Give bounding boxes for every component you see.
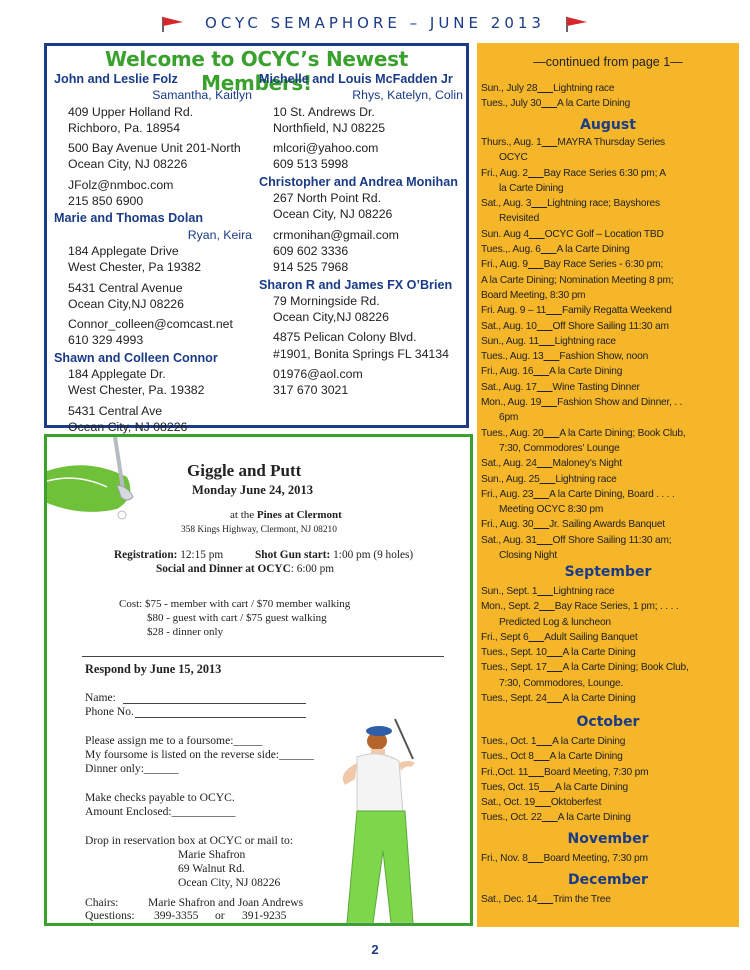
event-item — [481, 487, 737, 502]
event-list-july — [481, 81, 737, 112]
event-description: Lightning race; Bayshores — [547, 198, 660, 210]
flyer-title: Giggle and Putt — [187, 461, 302, 480]
member-children: Rhys, Katelyn, Colin — [352, 88, 463, 103]
member-contact-line: 610 329 4993 — [68, 333, 144, 348]
leader-dots — [537, 83, 553, 94]
flyer-cost-line: Cost: $75 - member with cart / $70 member walking — [119, 598, 351, 610]
member-contact-line: Connor_colleen@comcast.net — [68, 317, 233, 332]
event-description: OCYC Golf – Location TBD — [544, 228, 664, 240]
event-date: Sat., Dec. 14 — [481, 894, 538, 905]
event-description: Bay Race Series, 1 pm; . . . . — [554, 601, 679, 613]
member-contact-line: #1901, Bonita Springs FL 34134 — [273, 346, 449, 361]
event-date: Fri.,Oct. 11 — [481, 766, 529, 778]
event-description: Lightning race — [553, 83, 615, 94]
leader-dots — [534, 751, 550, 762]
chairs-names: Marie Shafron and Joan Andrews — [148, 896, 304, 909]
event-date: Fri., Aug. 23 — [481, 488, 534, 500]
leader-dots — [528, 168, 544, 179]
member-contact-line: 914 525 7968 — [273, 260, 349, 275]
checks-payable: Make checks payable to OCYC. — [85, 791, 235, 804]
month-heading-august: August — [580, 117, 636, 133]
members-left-column — [54, 71, 252, 435]
foursome-listed: My foursome is listed on the reverse side:______ — [85, 748, 314, 761]
member-contact-line: West Chester, Pa 19382 — [68, 260, 202, 275]
leader-dots — [539, 782, 555, 793]
event-description-continued: A la Carte Dining; Nomination Meeting 8 pm; — [481, 274, 674, 286]
event-description: Off Shore Sailing 11:30 am — [552, 320, 669, 332]
member-contact-line: 184 Applegate Drive — [68, 243, 179, 258]
event-item — [481, 364, 737, 379]
member-contact-line: 79 Morningside Rd. — [273, 293, 380, 308]
member-contact-line: Ocean City,NJ 08226 — [68, 296, 184, 311]
leader-dots — [541, 244, 557, 255]
leader-dots — [546, 305, 562, 316]
event-description-continued: 7:30, Commodores’ Lounge — [499, 442, 620, 454]
leader-dots — [541, 397, 557, 408]
event-item — [481, 196, 737, 211]
leader-dots — [537, 321, 553, 332]
event-date: Fri., Aug. 30 — [481, 519, 534, 531]
event-description: A la Carte Dining; Book Club, — [562, 662, 689, 674]
event-item — [481, 599, 737, 614]
event-date: Fri., Aug. 9 — [481, 259, 528, 271]
event-item — [481, 795, 737, 810]
event-description: A la Carte Dining; Book Club, — [559, 427, 686, 439]
golf-ball-icon — [118, 511, 126, 519]
event-description-continued: Predicted Log & luncheon — [499, 616, 611, 628]
event-item — [481, 734, 737, 749]
golfer-illustration — [339, 719, 417, 923]
event-description: MAYRA Thursday Series — [557, 137, 665, 148]
member-contact-line: West Chester, Pa. 19382 — [68, 383, 205, 398]
member-contact-line: 5431 Central Avenue — [68, 280, 183, 295]
event-date: Tues., Sept. 24 — [481, 693, 547, 705]
flyer-date: Monday June 24, 2013 — [192, 483, 314, 497]
event-item — [481, 810, 737, 825]
event-item — [481, 334, 737, 349]
leader-dots — [537, 535, 553, 546]
event-description: A la Carte Dining — [549, 751, 623, 763]
event-date: Sat., Aug. 24 — [481, 458, 537, 470]
event-date: Sun. Aug 4 — [481, 228, 529, 240]
flyer-cost-line: $80 - guest with cart / $75 guest walking — [147, 612, 327, 624]
month-heading-december: December — [568, 872, 648, 888]
event-description: Board Meeting, 7:30 pm — [543, 853, 648, 864]
leader-dots — [537, 382, 553, 393]
leader-dots — [539, 601, 555, 612]
chairs-label: Chairs: — [85, 896, 119, 909]
event-description: Board Meeting, 7:30 pm — [544, 766, 649, 778]
leader-dots — [531, 198, 547, 209]
member-contact-line: 01976@aol.com — [273, 367, 363, 382]
event-date: Tues, Oct. 15 — [481, 781, 540, 793]
month-heading-september: September — [564, 564, 652, 580]
page-number: 2 — [371, 942, 379, 957]
mail-name: Marie Shafron — [178, 848, 246, 861]
event-list-september — [481, 584, 737, 706]
event-item — [481, 166, 737, 181]
month-heading-november: November — [567, 831, 649, 847]
member-contact-line: 609 602 3336 — [273, 243, 349, 258]
event-description-continued: Board Meeting, 8:30 pm — [481, 289, 586, 301]
event-item — [481, 749, 737, 764]
event-description: Lightning race — [555, 473, 617, 485]
event-description: Fashion Show and Dinner, . . — [557, 397, 683, 409]
event-item — [481, 349, 737, 364]
member-family-name: Sharon R and James FX O’Brien — [259, 277, 453, 292]
event-item — [481, 81, 737, 96]
event-date: Fri., Nov. 8 — [481, 853, 528, 864]
event-description: Family Regatta Weekend — [561, 305, 672, 317]
leader-dots — [542, 812, 558, 823]
leader-dots — [544, 351, 560, 362]
event-date: Sat., Aug. 10 — [481, 320, 537, 332]
member-children: Samantha, Kaitlyn — [152, 88, 252, 103]
member-family-name: Michelle and Louis McFadden Jr — [259, 72, 453, 86]
member-family-name: Shawn and Colleen Connor — [54, 350, 218, 365]
leader-dots — [528, 632, 544, 643]
event-description-continued: Revisited — [499, 213, 540, 225]
event-item — [481, 257, 737, 272]
event-date: Sat., Aug. 31 — [481, 534, 537, 546]
new-members-section — [44, 43, 469, 434]
questions-label: Questions: — [85, 909, 135, 922]
event-item — [481, 892, 737, 907]
flyer-social-dinner: Social and Dinner at OCYC: 6:00 pm — [156, 563, 335, 575]
page-header — [0, 8, 750, 38]
event-item — [481, 691, 737, 706]
member-contact-line: Ocean City, NJ 08226 — [68, 157, 188, 172]
event-date: Sat., Oct. 19 — [481, 797, 536, 809]
event-item — [481, 242, 737, 257]
leader-dots — [529, 229, 545, 240]
respond-by: Respond by June 15, 2013 — [85, 662, 222, 676]
member-family-name: Christopher and Andrea Monihan — [259, 174, 458, 189]
events-calendar-sidebar — [477, 43, 739, 927]
leader-dots — [547, 647, 563, 658]
leader-dots — [533, 519, 549, 530]
event-description: Off Shore Sailing 11:30 am; — [552, 534, 672, 546]
leader-dots — [533, 489, 549, 500]
giggle-and-putt-flyer — [44, 434, 473, 926]
event-item — [481, 303, 737, 318]
member-contact-line: 10 St. Andrews Dr. — [273, 104, 375, 119]
event-description: A la Carte Dining — [562, 693, 636, 705]
event-description-continued: Closing Night — [499, 550, 557, 562]
leader-dots — [537, 458, 553, 469]
event-description: Maloney’s Night — [552, 458, 622, 470]
assign-foursome: Please assign me to a foursome:_____ — [85, 734, 263, 747]
event-list-october — [481, 734, 737, 826]
leader-dots — [542, 137, 558, 148]
leader-dots — [540, 474, 556, 485]
event-description: Lightning race — [553, 586, 615, 597]
event-item — [481, 380, 737, 395]
event-description-continued: la Carte Dining — [499, 182, 564, 194]
event-item — [481, 630, 737, 645]
event-date: Tues., July 30 — [481, 98, 542, 110]
event-item — [481, 533, 737, 548]
event-description-continued: Meeting OCYC 8:30 pm — [499, 504, 604, 516]
flyer-cost-line: $28 - dinner only — [147, 626, 224, 638]
amount-enclosed: Amount Enclosed:___________ — [85, 805, 236, 818]
leader-dots — [537, 586, 553, 597]
drop-instructions: Drop in reservation box at OCYC or mail to: — [85, 834, 294, 847]
event-description: A la Carte Dining — [562, 647, 636, 659]
member-contact-line: 215 850 6900 — [68, 194, 144, 209]
event-date: Tues., Oct. 22 — [481, 812, 542, 824]
event-description: A la Carte Dining — [549, 366, 623, 378]
leader-dots — [547, 662, 563, 673]
event-item — [481, 851, 737, 866]
event-list-august — [481, 135, 737, 563]
event-item — [481, 645, 737, 660]
event-date: Tues., Sept. 17 — [481, 662, 547, 674]
leader-dots — [537, 894, 553, 905]
members-right-column — [259, 71, 463, 399]
leader-dots — [536, 736, 552, 747]
event-list-november — [481, 851, 737, 866]
phone-label: Phone No. — [85, 705, 134, 718]
event-description-continued: OCYC — [499, 152, 528, 164]
event-item — [481, 96, 737, 111]
event-item — [481, 765, 737, 780]
questions-phone-2: 391-9235 — [242, 909, 287, 922]
event-description: A la Carte Dining — [557, 812, 631, 824]
event-date: Mon., Sept. 2 — [481, 601, 539, 613]
member-contact-line: Ocean City, NJ 08226 — [68, 419, 188, 434]
event-item — [481, 517, 737, 532]
event-item — [481, 660, 737, 675]
event-date: Tues., Aug. 20 — [481, 427, 544, 439]
event-date: Sun., July 28 — [481, 83, 538, 94]
questions-phone-1: 399-3355 — [154, 909, 199, 922]
event-date: Fri. Aug. 9 – 11 — [481, 305, 547, 317]
questions-or: or — [215, 909, 225, 922]
event-date: Sun., Aug. 11 — [481, 335, 539, 347]
name-label: Name: — [85, 691, 116, 704]
event-description-continued: 7:30, Commodores, Lounge. — [499, 677, 624, 689]
event-description: Fashion Show, noon — [559, 351, 649, 363]
leader-dots — [533, 366, 549, 377]
member-family-name: Marie and Thomas Dolan — [54, 211, 204, 226]
leader-dots — [535, 797, 551, 808]
event-date: Fri., Aug. 16 — [481, 366, 534, 378]
event-description: Jr. Sailing Awards Banquet — [549, 519, 665, 531]
leader-dots — [539, 336, 555, 347]
pennant-flag-icon — [161, 15, 185, 33]
event-date: Tues., Aug. 13 — [481, 351, 544, 363]
event-description-continued: 6pm — [499, 412, 519, 424]
event-item — [481, 456, 737, 471]
dinner-only: Dinner only:______ — [85, 762, 179, 775]
event-date: Sun., Aug. 25 — [481, 473, 540, 485]
event-item — [481, 584, 737, 599]
event-list-december — [481, 892, 737, 907]
member-contact-line: 4875 Pelican Colony Blvd. — [273, 330, 417, 345]
member-contact-line: 500 Bay Avenue Unit 201-North — [68, 141, 241, 156]
leader-dots — [528, 259, 544, 270]
member-contact-line: 184 Applegate Dr. — [68, 367, 166, 382]
event-item — [481, 780, 737, 795]
event-item — [481, 426, 737, 441]
event-description: Oktoberfest — [550, 797, 602, 809]
event-date: Tues., Oct 8 — [481, 751, 534, 763]
event-date: Fri., Sept 6 — [481, 631, 529, 643]
member-contact-line: Ocean City,NJ 08226 — [273, 310, 389, 325]
name-field[interactable] — [123, 703, 306, 704]
member-contact-line: 5431 Central Ave — [68, 403, 163, 418]
member-contact-line: crmonihan@gmail.com — [273, 227, 399, 242]
event-description: Lightning race — [554, 335, 616, 347]
member-contact-line: JFolz@nmboc.com — [68, 177, 174, 192]
member-contact-line: 609 513 5998 — [273, 157, 349, 172]
event-date: Tues.,. Aug. 6 — [481, 244, 541, 256]
pennant-flag-icon — [565, 15, 589, 33]
event-item — [481, 395, 737, 410]
phone-field[interactable] — [135, 717, 306, 718]
flyer-registration: Registration: 12:15 pm — [114, 549, 224, 561]
event-date: Mon., Aug. 19 — [481, 397, 542, 409]
event-description: Trim the Tree — [553, 894, 611, 905]
event-description: Bay Race Series 6:30 pm; A — [543, 167, 666, 179]
divider — [82, 656, 444, 657]
continued-note: —continued from page 1— — [533, 55, 683, 69]
newsletter-title: OCYC SEMAPHORE – JUNE 2013 — [205, 14, 545, 32]
flyer-shotgun-start: Shot Gun start: 1:00 pm (9 holes) — [255, 549, 414, 561]
leader-dots — [528, 853, 544, 864]
event-description: Adult Sailing Banquet — [544, 631, 638, 643]
leader-dots — [541, 98, 557, 109]
event-item — [481, 319, 737, 334]
member-contact-line: Richboro, Pa. 18954 — [68, 120, 181, 135]
event-item — [481, 227, 737, 242]
event-description: A la Carte Dining, Board . . . . — [549, 488, 675, 500]
member-children: Ryan, Keira — [187, 227, 252, 242]
event-description: A la Carte Dining — [552, 736, 626, 747]
event-date: Sat., Aug. 3 — [481, 198, 532, 210]
leader-dots — [544, 428, 560, 439]
event-date: Sat., Aug. 17 — [481, 381, 537, 393]
leader-dots — [528, 767, 544, 778]
member-contact-line: 409 Upper Holland Rd. — [68, 104, 194, 119]
event-description: A la Carte Dining — [557, 98, 631, 110]
event-date: Sun., Sept. 1 — [481, 586, 538, 597]
mail-city: Ocean City, NJ 08226 — [178, 876, 281, 889]
event-date: Fri., Aug. 2 — [481, 167, 528, 179]
flyer-venue: at the Pines at Clermont — [230, 509, 342, 521]
event-item — [481, 472, 737, 487]
member-family-name: John and Leslie Folz — [54, 72, 178, 86]
event-date: Thurs., Aug. 1 — [481, 137, 542, 148]
members-heading: Welcome to OCYC’s Newest Members! — [105, 47, 408, 95]
member-contact-line: Northfield, NJ 08225 — [273, 120, 386, 135]
event-description: A la Carte Dining — [554, 781, 629, 793]
member-contact-line: 267 North Point Rd. — [273, 191, 382, 206]
event-description: A la Carte Dining — [556, 244, 630, 256]
mail-street: 69 Walnut Rd. — [178, 862, 245, 875]
member-contact-line: Ocean City, NJ 08226 — [273, 207, 393, 222]
month-heading-october: October — [576, 714, 640, 730]
member-contact-line: 317 670 3021 — [273, 383, 349, 398]
event-date: Tues., Oct. 1 — [481, 736, 537, 747]
event-description: Wine Tasting Dinner — [552, 381, 640, 393]
event-date: Tues., Sept. 10 — [481, 647, 547, 659]
flyer-venue-address: 358 Kings Highway, Clermont, NJ 08210 — [181, 525, 337, 535]
event-item — [481, 135, 737, 150]
event-description: Bay Race Series - 6:30 pm; — [543, 259, 664, 271]
member-contact-line: mlcori@yahoo.com — [273, 141, 379, 156]
leader-dots — [547, 693, 563, 704]
